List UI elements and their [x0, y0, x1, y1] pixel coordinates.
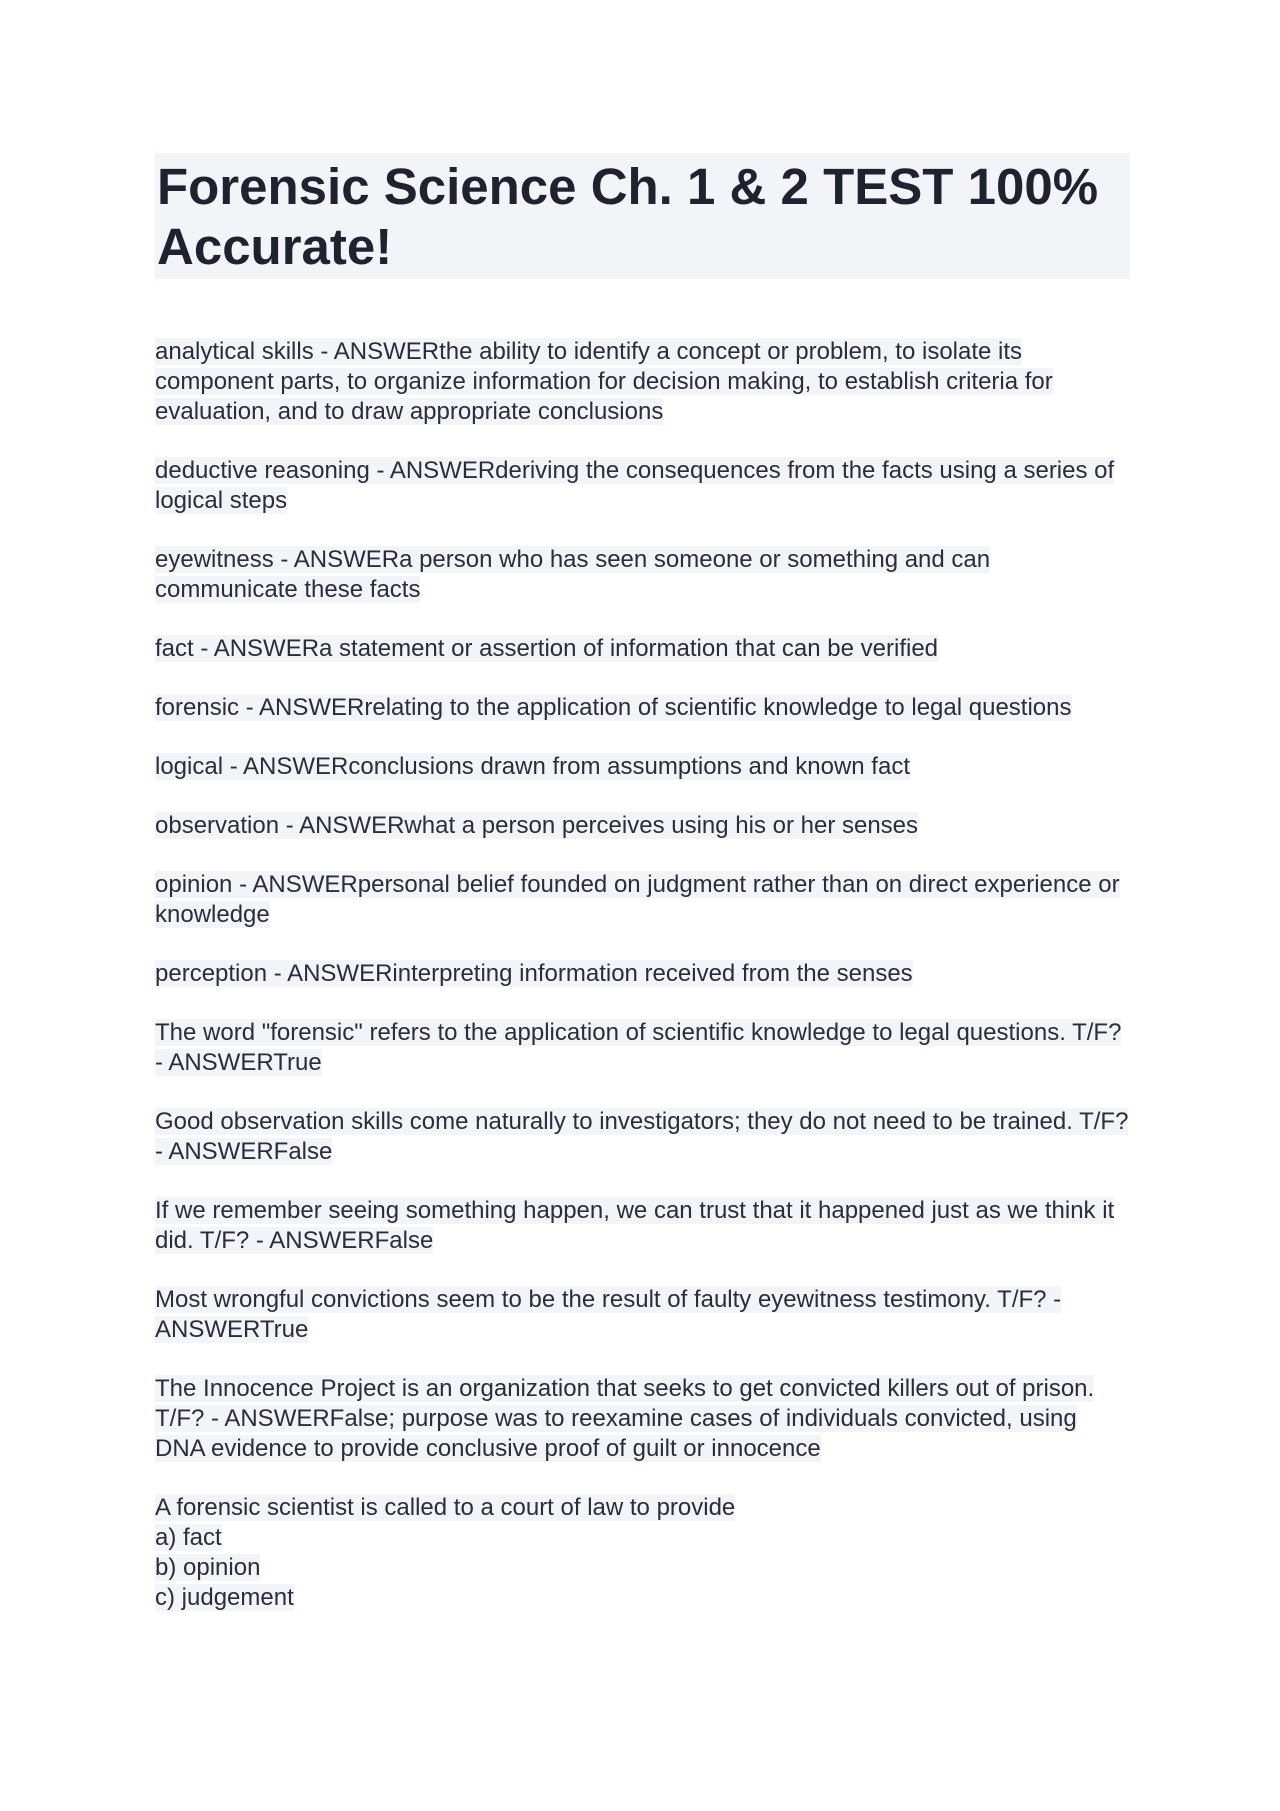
- entry-text: analytical skills - ANSWERthe ability to identify a concept or problem, to isolate its component parts, to organize information for decision making, to establish criteria for evaluation, and to draw appropriate conclusions: [155, 338, 1053, 425]
- document-page: [155, 153, 1130, 1642]
- entry-text: If we remember seeing something happen, we can trust that it happened just as we think it did. T/F? - ANSWERFalse: [155, 1197, 1115, 1254]
- entry-text: forensic - ANSWERrelating to the application of scientific knowledge to legal questions: [155, 694, 1072, 721]
- entry-text: fact - ANSWERa statement or assertion of information that can be verified: [155, 635, 939, 662]
- question-option: c) judgement: [155, 1584, 294, 1611]
- flashcard-entry: [155, 337, 1130, 427]
- flashcard-entry: [155, 634, 1130, 664]
- entry-text: The word "forensic" refers to the application of scientific knowledge to legal questions. T/F? - ANSWERTrue: [155, 1019, 1122, 1076]
- entry-text: Most wrongful convictions seem to be the result of faulty eyewitness testimony. T/F? - ANSWERTrue: [155, 1286, 1062, 1343]
- flashcard-entry: [155, 1196, 1130, 1256]
- question-stem: A forensic scientist is called to a court of law to provide: [155, 1494, 736, 1521]
- flashcard-entry: [155, 545, 1130, 605]
- entry-text: Good observation skills come naturally to investigators; they do not need to be trained. T/F? - ANSWERFalse: [155, 1108, 1129, 1165]
- flashcard-entry: [155, 1107, 1130, 1167]
- flashcard-entry: [155, 1285, 1130, 1345]
- flashcard-entry: [155, 693, 1130, 723]
- entry-text: observation - ANSWERwhat a person perceives using his or her senses: [155, 812, 919, 839]
- flashcard-entry: [155, 870, 1130, 930]
- flashcard-entry: [155, 811, 1130, 841]
- flashcard-entry: [155, 1374, 1130, 1464]
- document-title: Forensic Science Ch. 1 & 2 TEST 100% Accurate!: [155, 153, 1130, 279]
- question-option: a) fact: [155, 1524, 222, 1551]
- entry-text: deductive reasoning - ANSWERderiving the consequences from the facts using a series of logical steps: [155, 457, 1115, 514]
- multiple-choice-question: [155, 1493, 1130, 1613]
- flashcard-entry: [155, 752, 1130, 782]
- entry-text: opinion - ANSWERpersonal belief founded on judgment rather than on direct experience or knowledge: [155, 871, 1120, 928]
- entry-text: The Innocence Project is an organization that seeks to get convicted killers out of prison. T/F? - ANSWERFalse; purpose was to reexamine cases of individuals convicted, using DNA evidence to provide conclusive proof of guilt or innocence: [155, 1375, 1095, 1462]
- entry-text: perception - ANSWERinterpreting information received from the senses: [155, 960, 913, 987]
- entry-text: logical - ANSWERconclusions drawn from assumptions and known fact: [155, 753, 910, 780]
- flashcard-list: [155, 337, 1130, 1613]
- flashcard-entry: [155, 1018, 1130, 1078]
- entry-text: eyewitness - ANSWERa person who has seen someone or something and can communicate these facts: [155, 546, 991, 603]
- flashcard-entry: [155, 959, 1130, 989]
- flashcard-entry: [155, 456, 1130, 516]
- question-option: b) opinion: [155, 1554, 261, 1581]
